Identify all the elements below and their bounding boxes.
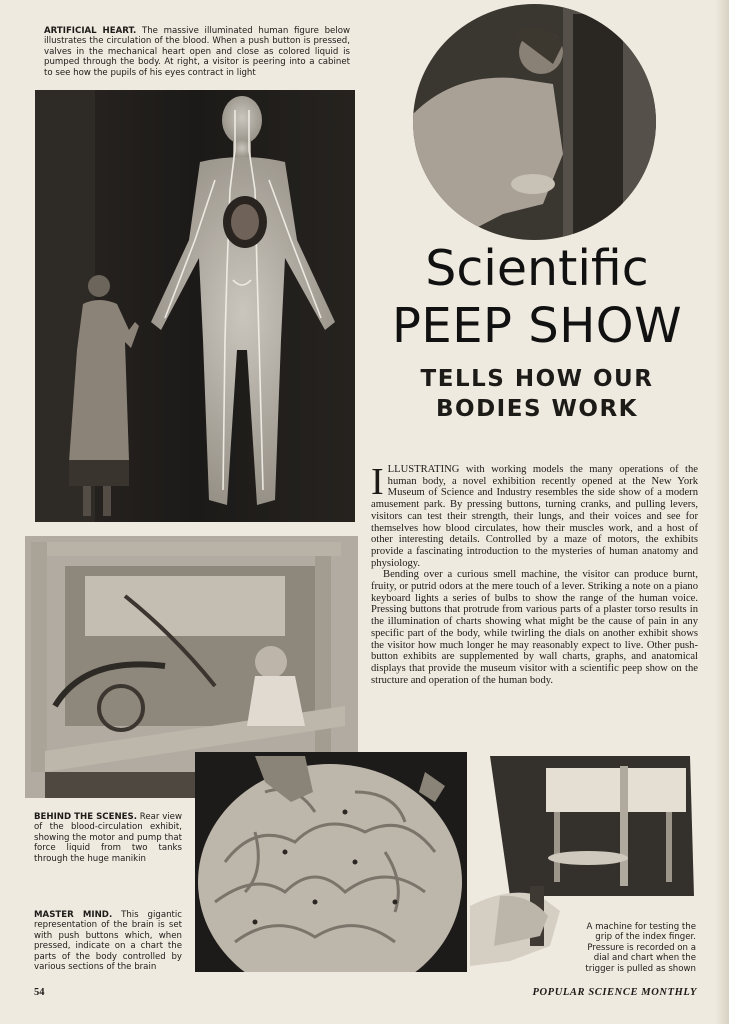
subheadline-line2: BODIES WORK: [436, 396, 638, 422]
headline-line2: PEEP SHOW: [391, 298, 683, 354]
caption-master-mind: [34, 910, 182, 972]
caption-text: Rear view of the blood-circulation exhibit, showing the motor and pump that force liquid from two tanks through the huge manikin: [34, 812, 182, 864]
page-edge-shadow: [715, 0, 729, 1024]
photo-eye-cabinet-inset: [413, 4, 656, 240]
caption-grip-machine: [578, 922, 696, 974]
article-body: [371, 461, 698, 686]
article-paragraph-1: LLUSTRATING with working models the many operations of the human body, a novel exhibition recently opened at the New York Museum of Science and Industry resembles the side show of a modern amusement park. By pressing buttons, turning cranks, and pulling levers, visitors can test their strength, their lungs, and their voices and see for themselves how blood circulates, how their muscles work, and a host of other interesting details. Controlled by a maze of motors, the exhibits provide a fascinating introduction to the mysteries of human anatomy and physiology.: [371, 464, 698, 569]
caption-lead: BEHIND THE SCENES.: [34, 812, 137, 822]
article-paragraph-2: Bending over a curious smell machine, the visitor can produce burnt, fruity, or putrid odors at the mere touch of a lever. Striking a note on a piano keyboard lights a series of bulbs to show the range of the human voice. Pressing buttons that protrude from various parts of a plaster torso results in the illumination of charts showing what might be the cause of pain in any specific part of the body, while twirling the dials on another exhibit shows the visitor how much longer he may reasonably expect to live. Other push-button exhibits are supplemented by wall charts, graphs, and anatomical displays that provide the museum visitor with a scientific peep show on the structure and operation of the human body.: [371, 569, 698, 686]
headline-line1: Scientific: [425, 240, 649, 297]
magazine-name: POPULAR SCIENCE MONTHLY: [532, 987, 697, 998]
photo-circulation-figure: [35, 90, 355, 522]
caption-behind-the-scenes: [34, 812, 182, 864]
caption-artificial-heart: [44, 26, 350, 78]
caption-text: A machine for testing the grip of the index finger. Pressure is recorded on a dial and chart when the trigger is pulled as shown: [585, 922, 696, 974]
caption-lead: MASTER MIND.: [34, 910, 113, 920]
headline: [372, 240, 702, 424]
caption-text: The massive illuminated human figure below illustrates the circulation of the blood. When a push button is pressed, valves in the mechanical heart open and close as colored liquid is pumped through the body. At right, a visitor is peering into a cabinet to see how the pupils of his eyes contract in light: [44, 26, 351, 78]
page-number: 54: [34, 987, 45, 998]
photo-brain-model: [195, 752, 467, 972]
drop-cap: I: [371, 461, 384, 503]
caption-text: This gigantic representation of the brain is set with push buttons which, when pressed, indicate on a chart the parts of the body controlled by various sections of the brain: [34, 910, 183, 973]
caption-lead: ARTIFICIAL HEART.: [44, 26, 137, 36]
subheadline-line1: TELLS HOW OUR: [420, 366, 654, 392]
